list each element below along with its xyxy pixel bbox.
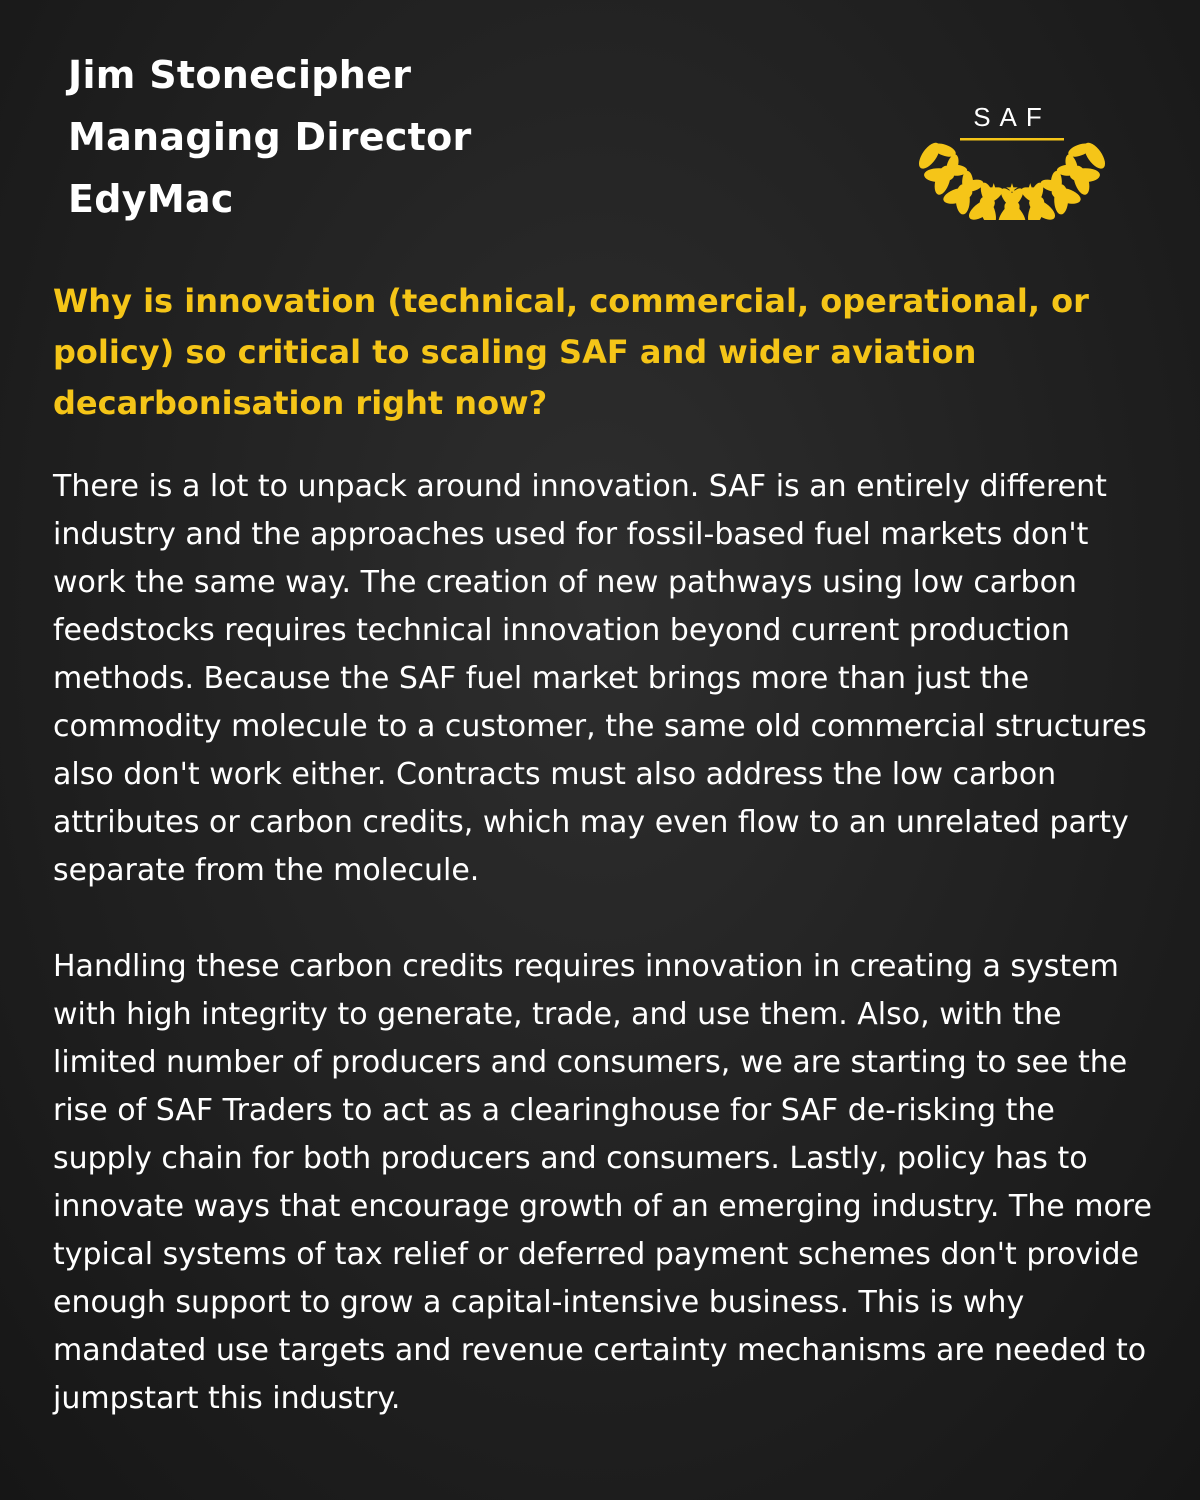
- logo-stars: ★ ★ ★: [987, 180, 1037, 198]
- saf-logo: [872, 30, 1152, 220]
- speaker-company: EdyMac: [68, 177, 234, 221]
- speaker-header: [68, 44, 472, 230]
- logo-underline: [960, 138, 1064, 141]
- logo-text: SAF: [973, 102, 1051, 132]
- interview-question: Why is innovation (technical, commercial, operational, or policy) so critical to scaling SAF and wider aviation decarbonisation right now?: [53, 282, 1089, 422]
- laurel-wreath-icon: [872, 30, 1152, 220]
- answer-paragraph-2: Handling these carbon credits requires innovation in creating a system with high integrity to generate, trade, and use them. Also, with the limited number of producers and consumers, we are starting to see the rise of SAF Traders to act as a clearinghouse for SAF de-risking the supply chain for both producers and consumers. Lastly, policy has to innovate ways that encourage growth of an emerging industry. The more typical systems of tax relief or deferred payment schemes don't provide enough support to grow a capital-intensive business. This is why mandated use targets and revenue certainty mechanisms are needed to jumpstart this industry.: [53, 949, 1152, 1416]
- answer-paragraph-1: There is a lot to unpack around innovation. SAF is an entirely different industry and the approaches used for fossil-based fuel markets don't work the same way. The creation of new pathways using low carbon feedstocks requires technical innovation beyond current production methods. Because the SAF fuel market brings more than just the commodity molecule to a customer, the same old commercial structures also don't work either. Contracts must also address the low carbon attributes or carbon credits, which may even flow to an unrelated party separate from the molecule.: [53, 469, 1147, 888]
- speaker-role: Managing Director: [68, 115, 472, 159]
- speaker-name: Jim Stonecipher: [68, 53, 412, 97]
